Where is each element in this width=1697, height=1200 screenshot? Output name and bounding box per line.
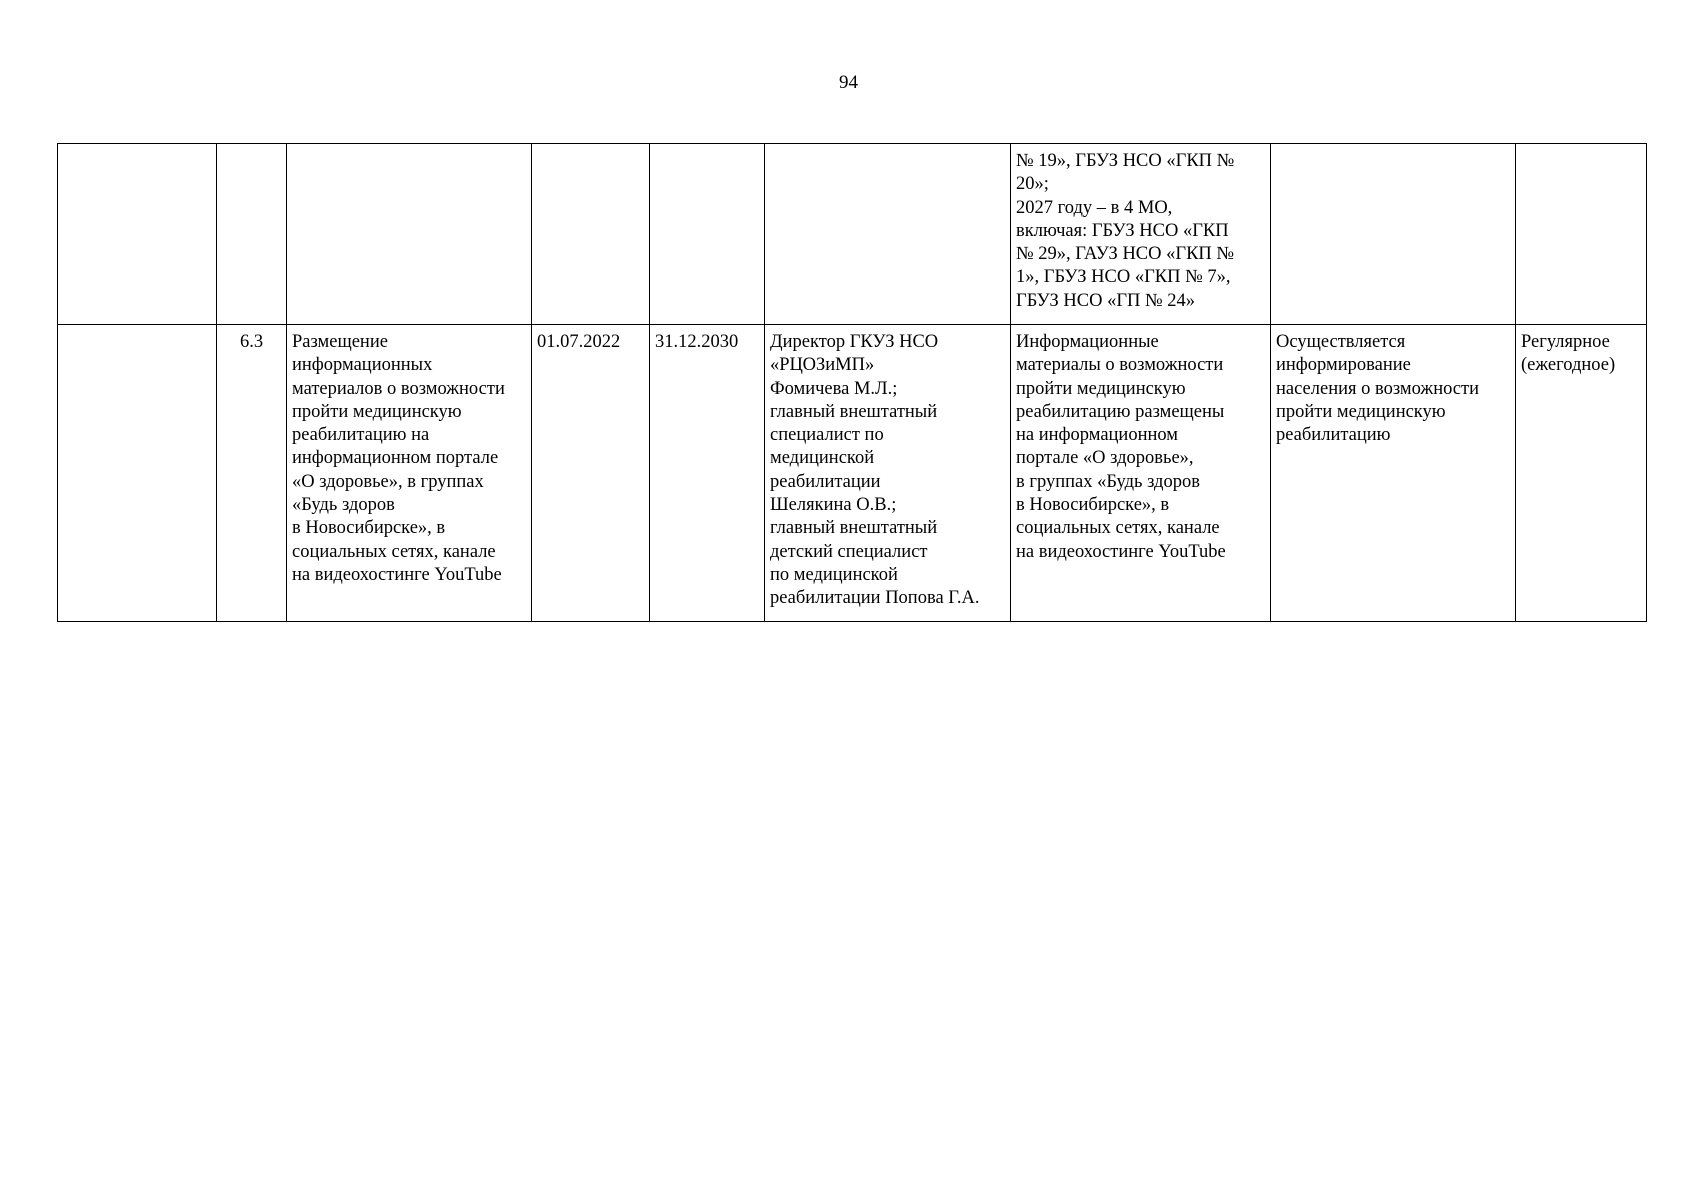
table-cell-start-date — [532, 144, 650, 325]
cell-text-line: 1», ГБУЗ НСО «ГКП № 7», — [1016, 267, 1231, 288]
cell-text-line: Информационные — [1016, 332, 1159, 352]
table-cell — [287, 144, 532, 325]
cell-text-line: Фомичева М.Л.; — [770, 378, 898, 399]
cell-text-line: пройти медицинскую — [1016, 378, 1186, 399]
cell-text-line: «РЦОЗиМП» — [770, 355, 875, 376]
table-cell-result — [1011, 144, 1271, 325]
table-cell-outcome — [1271, 325, 1516, 622]
cell-text-line: материалы о возможности — [1016, 355, 1224, 376]
table-cell-periodicity — [1516, 325, 1647, 622]
cell-text-line: главный внештатный — [770, 401, 938, 422]
cell-text-line: реабилитацию размещены — [1016, 401, 1225, 422]
cell-text-line: информирование — [1276, 355, 1411, 376]
cell-text-line: «Будь здоров — [292, 495, 395, 516]
cell-text-line: Размещение — [292, 332, 388, 352]
cell-text-line: материалов о возможности — [292, 378, 505, 399]
cell-text-line: ГБУЗ НСО «ГП № 24» — [1016, 290, 1196, 311]
cell-text-line: Директор ГКУЗ НСО — [770, 332, 939, 352]
cell-text-line: на информационном — [1016, 425, 1178, 446]
table-cell — [765, 144, 1011, 325]
table-cell-number: 6.3 — [217, 325, 287, 622]
cell-text-line: специалист по — [770, 425, 884, 446]
cell-text-line: портале «О здоровье», — [1016, 448, 1194, 469]
cell-text-line: 2027 году – в 4 МО, — [1016, 197, 1173, 218]
cell-text-line: детский специалист — [770, 541, 928, 562]
cell-text-line: социальных сетях, канале — [292, 541, 496, 562]
table-row — [58, 144, 1647, 325]
cell-text-line: в группах «Будь здоров — [1016, 471, 1200, 492]
cell-text-line: пройти медицинскую — [1276, 401, 1446, 422]
page-number: 94 — [839, 72, 858, 93]
cell-text-line: Регулярное — [1521, 332, 1610, 352]
cell-text-line: информационных — [292, 355, 433, 376]
table-row — [58, 325, 1647, 622]
table-cell — [1271, 144, 1516, 325]
cell-text-line: в Новосибирске», в — [292, 518, 446, 539]
table-cell — [58, 325, 217, 622]
cell-text-line: реабилитацию — [1276, 425, 1391, 446]
cell-text-line: № 29», ГАУЗ НСО «ГКП № — [1016, 244, 1235, 265]
cell-text-line: Шелякина О.В.; — [770, 495, 897, 516]
measures-table — [57, 143, 1647, 622]
table-cell-result — [1011, 325, 1271, 622]
table-cell — [1516, 144, 1647, 325]
table-cell-measure — [287, 325, 532, 622]
cell-text-line: № 19», ГБУЗ НСО «ГКП № — [1016, 151, 1235, 171]
cell-text-line: реабилитации Попова Г.А. — [770, 588, 980, 609]
cell-text-line: включая: ГБУЗ НСО «ГКП — [1016, 220, 1229, 241]
table-cell-number — [217, 144, 287, 325]
cell-text-line: населения о возможности — [1276, 378, 1480, 399]
cell-text-line: Осуществляется — [1276, 332, 1406, 352]
table-cell-end-date — [650, 144, 765, 325]
cell-text-line: информационном портале — [292, 448, 499, 469]
cell-text-line: главный внештатный — [770, 518, 938, 539]
cell-text-line: «О здоровье», в группах — [292, 471, 484, 492]
table-cell-responsible — [765, 325, 1011, 622]
cell-text-line: по медицинской — [770, 564, 898, 585]
cell-text-line: социальных сетях, канале — [1016, 518, 1220, 539]
cell-text-line: реабилитации — [770, 471, 881, 492]
cell-text-line: пройти медицинскую — [292, 401, 462, 422]
table-cell — [58, 144, 217, 325]
table-cell-end-date: 31.12.2030 — [650, 325, 765, 622]
cell-text-line: в Новосибирске», в — [1016, 495, 1170, 516]
cell-text-line: на видеохостинге YouTube — [292, 564, 502, 585]
cell-text-line: на видеохостинге YouTube — [1016, 541, 1226, 562]
cell-text-line: медицинской — [770, 448, 875, 469]
cell-text-line: 20»; — [1016, 174, 1049, 195]
cell-text-line: реабилитацию на — [292, 425, 430, 446]
cell-text-line: (ежегодное) — [1521, 355, 1616, 376]
table-cell-start-date: 01.07.2022 — [532, 325, 650, 622]
